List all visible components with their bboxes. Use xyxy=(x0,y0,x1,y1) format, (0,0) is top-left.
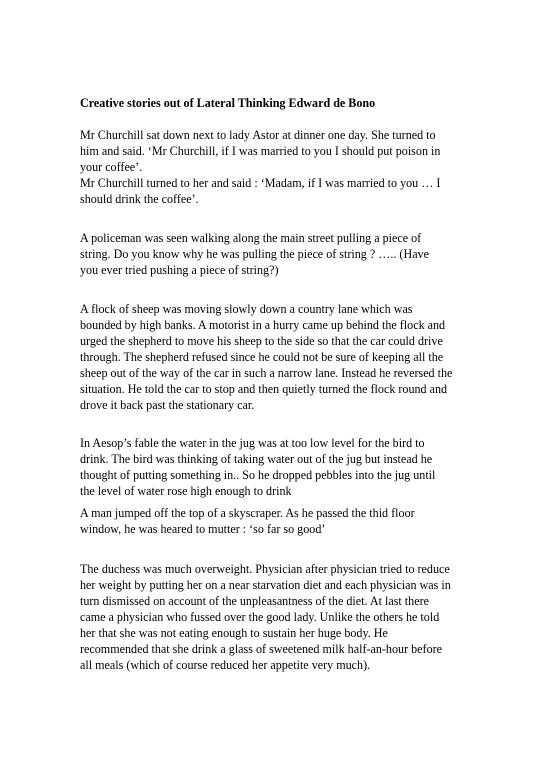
document-title: Creative stories out of Lateral Thinking Edward de Bono xyxy=(80,96,376,110)
text-line: thought of putting something in.. So he dropped pebbles into the jug until xyxy=(80,468,436,482)
text-line: drink. The bird was thinking of taking water out of the jug but instead he xyxy=(80,452,433,466)
text-line: window, he was heared to mutter : ‘so far so good’ xyxy=(80,522,326,536)
text-line: urged the shepherd to move his sheep to the side so that the car could drive xyxy=(80,334,443,348)
text-line: situation. He told the car to stop and then quietly turned the flock round and xyxy=(80,382,448,396)
text-line: your coffee’. xyxy=(80,160,143,174)
paragraph-churchill xyxy=(80,127,475,207)
text-line: the level of water rose high enough to drink xyxy=(80,484,292,498)
text-line: you ever tried pushing a piece of string?) xyxy=(80,263,279,277)
text-line: her weight by putting her on a near starvation diet and each physician was in xyxy=(80,578,451,592)
paragraph-sheep xyxy=(80,301,475,413)
text-line: sheep out of the way of the car in such a narrow lane. Instead he reversed the xyxy=(80,366,453,380)
text-line: Mr Churchill sat down next to lady Astor at dinner one day. She turned to xyxy=(80,128,436,142)
paragraph-duchess xyxy=(80,561,475,673)
paragraph-skyscraper xyxy=(80,505,475,537)
text-line: should drink the coffee’. xyxy=(80,192,199,206)
text-line: drove it back past the stationary car. xyxy=(80,398,255,412)
paragraph-policeman xyxy=(80,230,475,278)
text-line: string. Do you know why he was pulling the piece of string ? ….. (Have xyxy=(80,247,429,261)
text-line: through. The shepherd refused since he could not be sure of keeping all the xyxy=(80,350,444,364)
text-line: all meals (which of course reduced her appetite very much). xyxy=(80,658,371,672)
text-line: Mr Churchill turned to her and said : ‘Madam, if I was married to you … I xyxy=(80,176,441,190)
paragraph-aesop xyxy=(80,435,475,499)
text-line: In Aesop’s fable the water in the jug was at too low level for the bird to xyxy=(80,436,425,450)
text-line: turn dismissed on account of the unpleasantness of the diet. At last there xyxy=(80,594,429,608)
text-line: The duchess was much overweight. Physician after physician tried to reduce xyxy=(80,562,450,576)
text-line: A policeman was seen walking along the main street pulling a piece of xyxy=(80,231,422,245)
text-line: him and said. ‘Mr Churchill, if I was married to you I should put poison in xyxy=(80,144,441,158)
text-line: bounded by high banks. A motorist in a hurry came up behind the flock and xyxy=(80,318,446,332)
text-line: recommended that she drink a glass of sweetened milk half-an-hour before xyxy=(80,642,443,656)
text-line: came a physician who fussed over the good lady. Unlike the others he told xyxy=(80,610,440,624)
text-line: A flock of sheep was moving slowly down a country lane which was xyxy=(80,302,413,316)
text-line: A man jumped off the top of a skyscraper. As he passed the thid floor xyxy=(80,506,415,520)
text-line: her that she was not eating enough to sustain her huge body. He xyxy=(80,626,388,640)
